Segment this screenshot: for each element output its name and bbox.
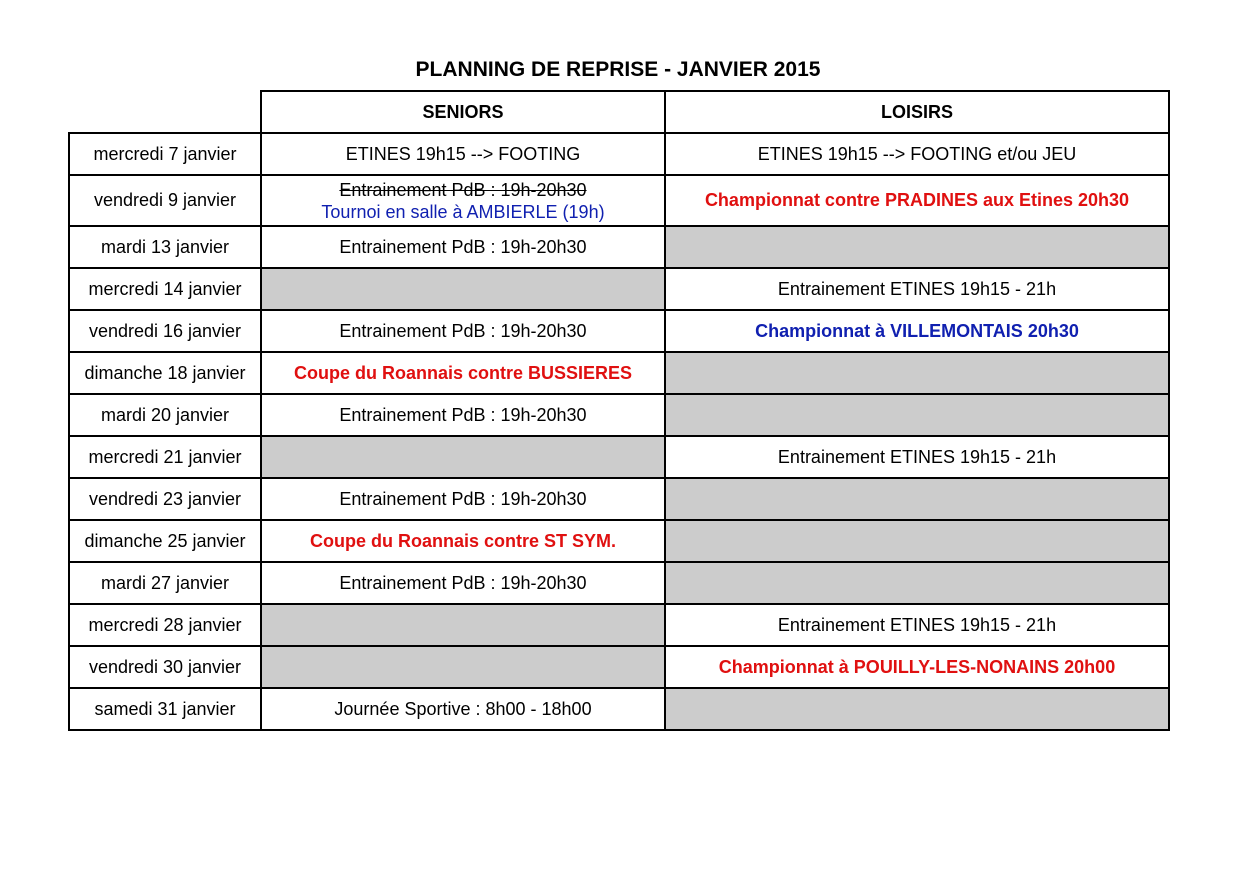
- table-row: [69, 226, 1169, 268]
- loisirs-cell-empty: [665, 520, 1169, 562]
- table-row: [69, 688, 1169, 730]
- table-row: [69, 268, 1169, 310]
- loisirs-cell-empty: [665, 562, 1169, 604]
- seniors-cell: Entrainement PdB : 19h-20h30: [261, 478, 665, 520]
- loisirs-cell-empty: [665, 478, 1169, 520]
- loisirs-cell: Championnat à VILLEMONTAIS 20h30: [665, 310, 1169, 352]
- seniors-cell-empty: [261, 436, 665, 478]
- header-seniors: SENIORS: [261, 91, 665, 133]
- date-cell: mardi 13 janvier: [69, 226, 261, 268]
- seniors-cell-empty: [261, 646, 665, 688]
- table-row: [69, 562, 1169, 604]
- table-row: [69, 436, 1169, 478]
- table-row: [69, 604, 1169, 646]
- table-row: [69, 394, 1169, 436]
- date-cell: mercredi 28 janvier: [69, 604, 261, 646]
- seniors-cell: Journée Sportive : 8h00 - 18h00: [261, 688, 665, 730]
- seniors-cell: Entrainement PdB : 19h-20h30: [261, 394, 665, 436]
- loisirs-cell-empty: [665, 226, 1169, 268]
- loisirs-cell-empty: [665, 394, 1169, 436]
- table-row: [69, 175, 1169, 226]
- date-cell: vendredi 30 janvier: [69, 646, 261, 688]
- page-title: PLANNING DE REPRISE - JANVIER 2015: [415, 58, 821, 81]
- tournament-text: Tournoi en salle à AMBIERLE (19h): [321, 201, 605, 222]
- seniors-cell: Entrainement PdB : 19h-20h30: [261, 310, 665, 352]
- loisirs-cell: Entrainement ETINES 19h15 - 21h: [665, 268, 1169, 310]
- date-cell: vendredi 16 janvier: [69, 310, 261, 352]
- header-loisirs: LOISIRS: [665, 91, 1169, 133]
- date-cell: mardi 20 janvier: [69, 394, 261, 436]
- seniors-cell: ETINES 19h15 --> FOOTING: [261, 133, 665, 175]
- seniors-cell: Coupe du Roannais contre BUSSIERES: [261, 352, 665, 394]
- table-row: [69, 646, 1169, 688]
- loisirs-cell: Championnat contre PRADINES aux Etines 20h30: [665, 175, 1169, 226]
- loisirs-cell: Championnat à POUILLY-LES-NONAINS 20h00: [665, 646, 1169, 688]
- seniors-cell: [261, 175, 665, 226]
- header-blank-cell: [69, 91, 261, 133]
- cancelled-training-text: Entrainement PdB : 19h-20h30: [339, 179, 587, 200]
- date-cell: samedi 31 janvier: [69, 688, 261, 730]
- loisirs-cell: Entrainement ETINES 19h15 - 21h: [665, 436, 1169, 478]
- planning-table: [68, 90, 1170, 731]
- date-cell: mardi 27 janvier: [69, 562, 261, 604]
- seniors-cell: Coupe du Roannais contre ST SYM.: [261, 520, 665, 562]
- seniors-cell-empty: [261, 604, 665, 646]
- date-cell: dimanche 25 janvier: [69, 520, 261, 562]
- table-row: [69, 310, 1169, 352]
- loisirs-cell: Entrainement ETINES 19h15 - 21h: [665, 604, 1169, 646]
- date-cell: mercredi 21 janvier: [69, 436, 261, 478]
- seniors-cell-empty: [261, 268, 665, 310]
- date-cell: mercredi 14 janvier: [69, 268, 261, 310]
- table-row: [69, 478, 1169, 520]
- table-header-row: [69, 91, 1169, 133]
- seniors-cell: Entrainement PdB : 19h-20h30: [261, 226, 665, 268]
- date-cell: vendredi 23 janvier: [69, 478, 261, 520]
- table-row: [69, 133, 1169, 175]
- date-cell: vendredi 9 janvier: [69, 175, 261, 226]
- loisirs-cell-empty: [665, 352, 1169, 394]
- seniors-cell: Entrainement PdB : 19h-20h30: [261, 562, 665, 604]
- loisirs-cell-empty: [665, 688, 1169, 730]
- loisirs-cell: ETINES 19h15 --> FOOTING et/ou JEU: [665, 133, 1169, 175]
- table-row: [69, 352, 1169, 394]
- date-cell: dimanche 18 janvier: [69, 352, 261, 394]
- date-cell: mercredi 7 janvier: [69, 133, 261, 175]
- table-row: [69, 520, 1169, 562]
